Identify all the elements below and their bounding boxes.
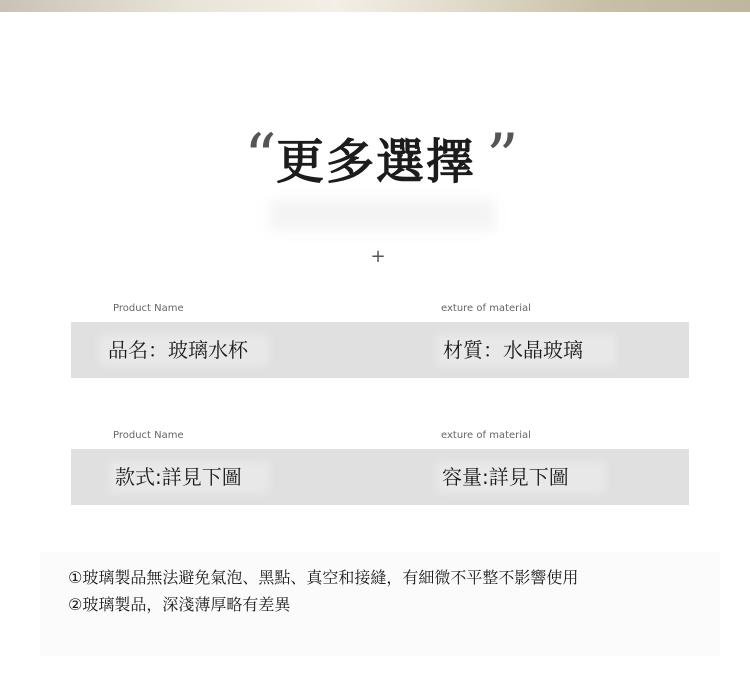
info-bar-2 [71, 449, 689, 505]
style-value: 款式:詳見下圖 [115, 465, 242, 489]
info-bar-1 [71, 322, 689, 378]
page-title: 更多選擇 [275, 134, 476, 190]
note-line-2: ②玻璃製品，深淺薄厚略有差異 [68, 595, 291, 614]
title-shadow [270, 200, 495, 230]
row2-right-caption: exture of material [441, 430, 531, 441]
notes-panel [40, 552, 720, 656]
top-image-strip [0, 0, 750, 12]
note-line-1: ①玻璃製品無法避免氣泡、黑點、真空和接縫，有細微不平整不影響使用 [68, 568, 579, 587]
open-quote-mark: “ [244, 121, 277, 195]
capacity-value: 容量:詳見下圖 [442, 465, 569, 489]
plus-icon: + [370, 246, 386, 267]
material-value: 材質：水晶玻璃 [443, 338, 583, 362]
product-name-value: 品名：玻璃水杯 [108, 338, 248, 362]
title-section [0, 118, 750, 198]
row1-right-caption: exture of material [441, 303, 531, 314]
row2-left-caption: Product Name [113, 430, 184, 441]
row1-left-caption: Product Name [113, 303, 184, 314]
close-quote-mark: ” [486, 121, 519, 195]
